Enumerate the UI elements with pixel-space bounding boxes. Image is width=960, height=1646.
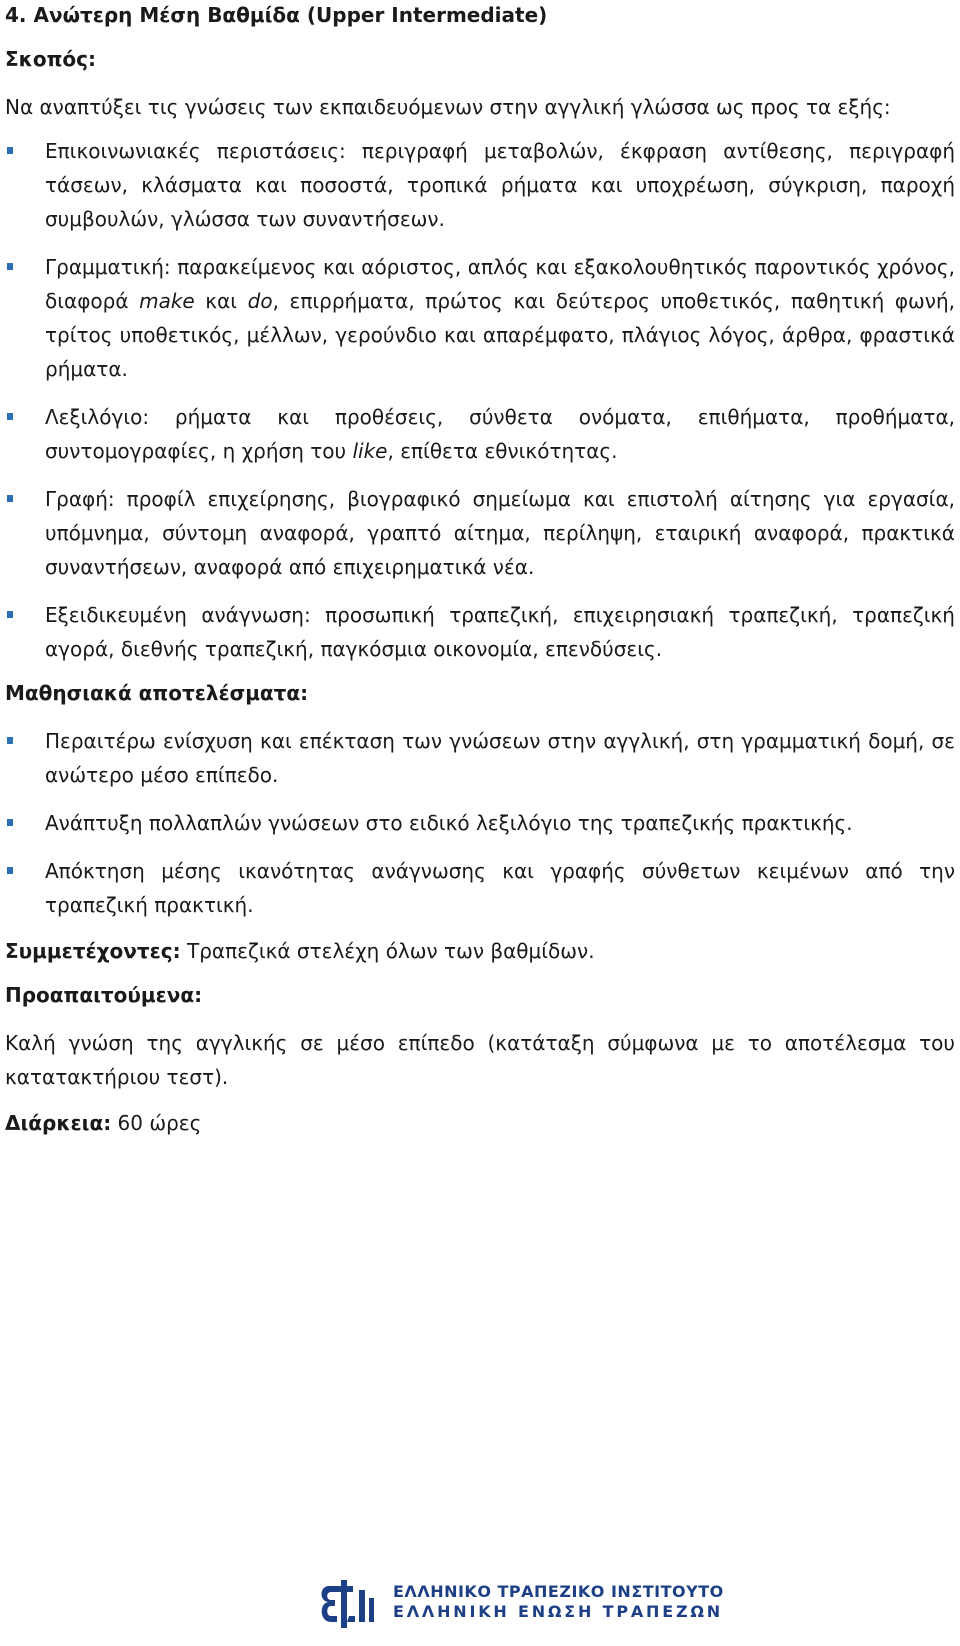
purpose-list xyxy=(5,134,955,666)
list-item-text: Ανάπτυξη πολλαπλών γνώσεων στο ειδικό λεξιλόγιο της τραπεζικής πρακτικής. xyxy=(45,811,853,835)
bullet-square-icon xyxy=(7,263,13,270)
logo-line-2: ΕΛΛΗΝΙΚΗ ΕΝΩΣΗ ΤΡΑΠΕΖΩΝ xyxy=(393,1602,723,1621)
duration-value: 60 ώρες xyxy=(111,1111,202,1135)
text-run: , επίθετα εθνικότητας. xyxy=(387,439,618,463)
italic-term: make xyxy=(139,289,195,313)
text-run: Λεξιλόγιο: ρήματα και προθέσεις, σύνθετα ονόματα, επιθήματα, προθήματα, συντομογραφίες, η χρήση του xyxy=(45,405,955,463)
text-run: , επιρρήματα, πρώτος και δεύτερος υποθετικός, παθητική φωνή, τρίτος υποθετικός, μέλλων, γερούνδιο και απαρέμφατο, πλάγιος λόγος, άρθρα, φραστικά ρήματα. xyxy=(45,289,956,381)
logo-wordmark xyxy=(393,1582,724,1622)
participants-value: Τραπεζικά στελέχη όλων των βαθμίδων. xyxy=(180,939,595,963)
document-body xyxy=(5,0,955,1140)
list-item-text: Περαιτέρω ενίσχυση και επέκταση των γνώσεων στην αγγλική, στη γραμματική δομή, σε ανώτερο μέσο επίπεδο. xyxy=(45,729,955,787)
bullet-square-icon xyxy=(7,819,13,826)
list-item xyxy=(5,598,955,666)
purpose-heading: Σκοπός: xyxy=(5,47,97,71)
italic-term: like xyxy=(352,439,388,463)
list-item xyxy=(5,250,955,386)
text-run: Γραμματική: παρακείμενος και αόριστος, απλός και εξακολουθητικός παροντικός χρόνος, διαφορά xyxy=(45,255,955,313)
list-item-text: Εξειδικευμένη ανάγνωση: προσωπική τραπεζική, επιχειρησιακή τραπεζική, τραπεζική αγορά, διεθνής τραπεζική, παγκόσμια οικονομία, επενδύσεις. xyxy=(45,603,955,661)
list-item-text: Απόκτηση μέσης ικανότητας ανάγνωσης και γραφής σύνθετων κειμένων από την τραπεζική πρακτική. xyxy=(45,859,955,917)
list-item xyxy=(5,854,955,922)
list-item-text: Επικοινωνιακές περιστάσεις: περιγραφή μεταβολών, έκφραση αντίθεσης, περιγραφή τάσεων, κλάσματα και ποσοστά, τροπικά ρήματα και υποχρέωση, σύγκριση, παροχή συμβουλών, γλώσσα των συναντήσεων. xyxy=(45,139,955,231)
bullet-square-icon xyxy=(7,413,13,420)
text-run: και xyxy=(194,289,248,313)
list-item xyxy=(5,134,955,236)
bullet-square-icon xyxy=(7,867,13,874)
duration-label: Διάρκεια: xyxy=(5,1111,112,1135)
purpose-intro: Να αναπτύξει τις γνώσεις των εκπαιδευόμενων στην αγγλική γλώσσα ως προς τα εξής: xyxy=(5,95,891,119)
bullet-square-icon xyxy=(7,737,13,744)
list-item-text xyxy=(45,255,955,381)
eti-logo-icon xyxy=(315,1572,379,1636)
list-item-text: Γραφή: προφίλ επιχείρησης, βιογραφικό σημείωμα και επιστολή αίτησης για εργασία, υπόμνημα, σύντομη αναφορά, γραπτό αίτημα, περίληψη, εταιρική αναφορά, πρακτικά συναντήσεων, αναφορά από επιχειρηματικά νέα. xyxy=(45,487,955,579)
participants-line xyxy=(5,934,955,968)
duration-line xyxy=(5,1106,955,1140)
list-item-text xyxy=(45,405,955,463)
list-item xyxy=(5,724,955,792)
outcomes-heading: Μαθησιακά αποτελέσματα: xyxy=(5,681,309,705)
bullet-square-icon xyxy=(7,147,13,154)
logo-line-1: ΕΛΛΗΝΙΚΟ ΤΡΑΠΕΖΙΚΟ ΙΝΣΤΙΤΟΥΤΟ xyxy=(393,1582,724,1601)
list-item xyxy=(5,400,955,468)
bullet-square-icon xyxy=(7,495,13,502)
italic-term: do xyxy=(247,289,273,313)
bullet-square-icon xyxy=(7,611,13,618)
section-title: 4. Ανώτερη Μέση Βαθμίδα (Upper Intermediate) xyxy=(5,3,548,27)
prerequisites-heading: Προαπαιτούμενα: xyxy=(5,983,203,1007)
list-item xyxy=(5,806,955,840)
outcomes-list xyxy=(5,724,955,922)
institute-logo xyxy=(315,1572,775,1636)
list-item xyxy=(5,482,955,584)
participants-label: Συμμετέχοντες: xyxy=(5,939,181,963)
prerequisites-text: Καλή γνώση της αγγλικής σε μέσο επίπεδο (κατάταξη σύμφωνα με το αποτέλεσμα του κατατακτήριου τεστ). xyxy=(5,1031,955,1089)
